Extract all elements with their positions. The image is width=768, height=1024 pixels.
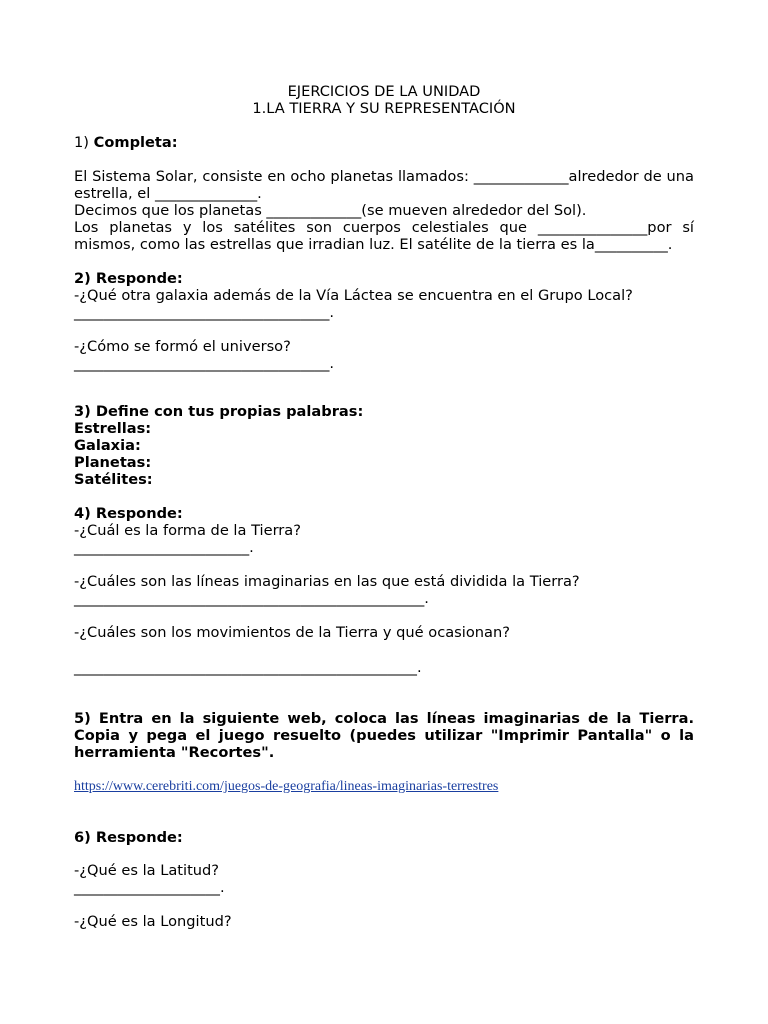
section-4-answer-line-2: ________________________________________________. bbox=[74, 590, 429, 607]
section-5-link-line bbox=[74, 777, 694, 795]
section-2-answer-line-1: ___________________________________. bbox=[74, 304, 335, 321]
section-2-answer-line-2: ___________________________________. bbox=[74, 355, 335, 372]
section-2-question-2: -¿Cómo se formó el universo? bbox=[74, 338, 291, 355]
section-1-line-1: El Sistema Solar, consiste en ocho planetas llamados: _____________alrededor de una estrella, el ______________. bbox=[74, 168, 694, 202]
term-galaxy: Galaxia: bbox=[74, 437, 141, 454]
section-1-line-3: Los planetas y los satélites son cuerpos celestiales que _______________por sí mismos, como las estrellas que irradian luz. El satélite de la tierra es la__________. bbox=[74, 219, 694, 253]
term-satellites: Satélites: bbox=[74, 471, 153, 488]
worksheet-title: EJERCICIOS DE LA UNIDAD bbox=[287, 83, 481, 100]
section-6-question-2: -¿Qué es la Longitud? bbox=[74, 913, 232, 930]
section-1-title: Completa: bbox=[93, 134, 178, 151]
term-planets: Planetas: bbox=[74, 454, 152, 471]
section-5-title: 5) Entra en la siguiente web, coloca las líneas imaginarias de la Tierra. Copia y pega el juego resuelto (puedes utilizar "Imprimir Pantalla" o la herramienta "Recortes". bbox=[74, 710, 694, 761]
section-1-number: 1) bbox=[74, 134, 94, 151]
section-3-title: 3) Define con tus propias palabras: bbox=[74, 403, 364, 420]
section-1-line-2: Decimos que los planetas _____________(se mueven alrededor del Sol). bbox=[74, 202, 587, 219]
cerebriti-link[interactable]: https://www.cerebriti.com/juegos-de-geografia/lineas-imaginarias-terrestres bbox=[74, 779, 499, 794]
section-4-answer-line-3: _______________________________________________. bbox=[74, 659, 422, 676]
section-4-question-2: -¿Cuáles son las líneas imaginarias en las que está dividida la Tierra? bbox=[74, 573, 580, 590]
worksheet-page bbox=[74, 83, 694, 930]
section-2-title: 2) Responde: bbox=[74, 270, 183, 287]
section-6-answer-line-1: ____________________. bbox=[74, 879, 225, 896]
section-4-question-1: -¿Cuál es la forma de la Tierra? bbox=[74, 522, 302, 539]
term-stars: Estrellas: bbox=[74, 420, 152, 437]
section-6-question-1: -¿Qué es la Latitud? bbox=[74, 862, 220, 879]
section-6-title: 6) Responde: bbox=[74, 829, 183, 846]
section-4-title: 4) Responde: bbox=[74, 505, 183, 522]
section-4-answer-line-1: ________________________. bbox=[74, 539, 254, 556]
unit-title: 1.LA TIERRA Y SU REPRESENTACIÓN bbox=[252, 100, 516, 117]
section-4-question-3: -¿Cuáles son los movimientos de la Tierra y qué ocasionan? bbox=[74, 624, 510, 641]
section-1-heading bbox=[74, 134, 694, 151]
section-2-question-1: -¿Qué otra galaxia además de la Vía Láctea se encuentra en el Grupo Local? bbox=[74, 287, 633, 304]
